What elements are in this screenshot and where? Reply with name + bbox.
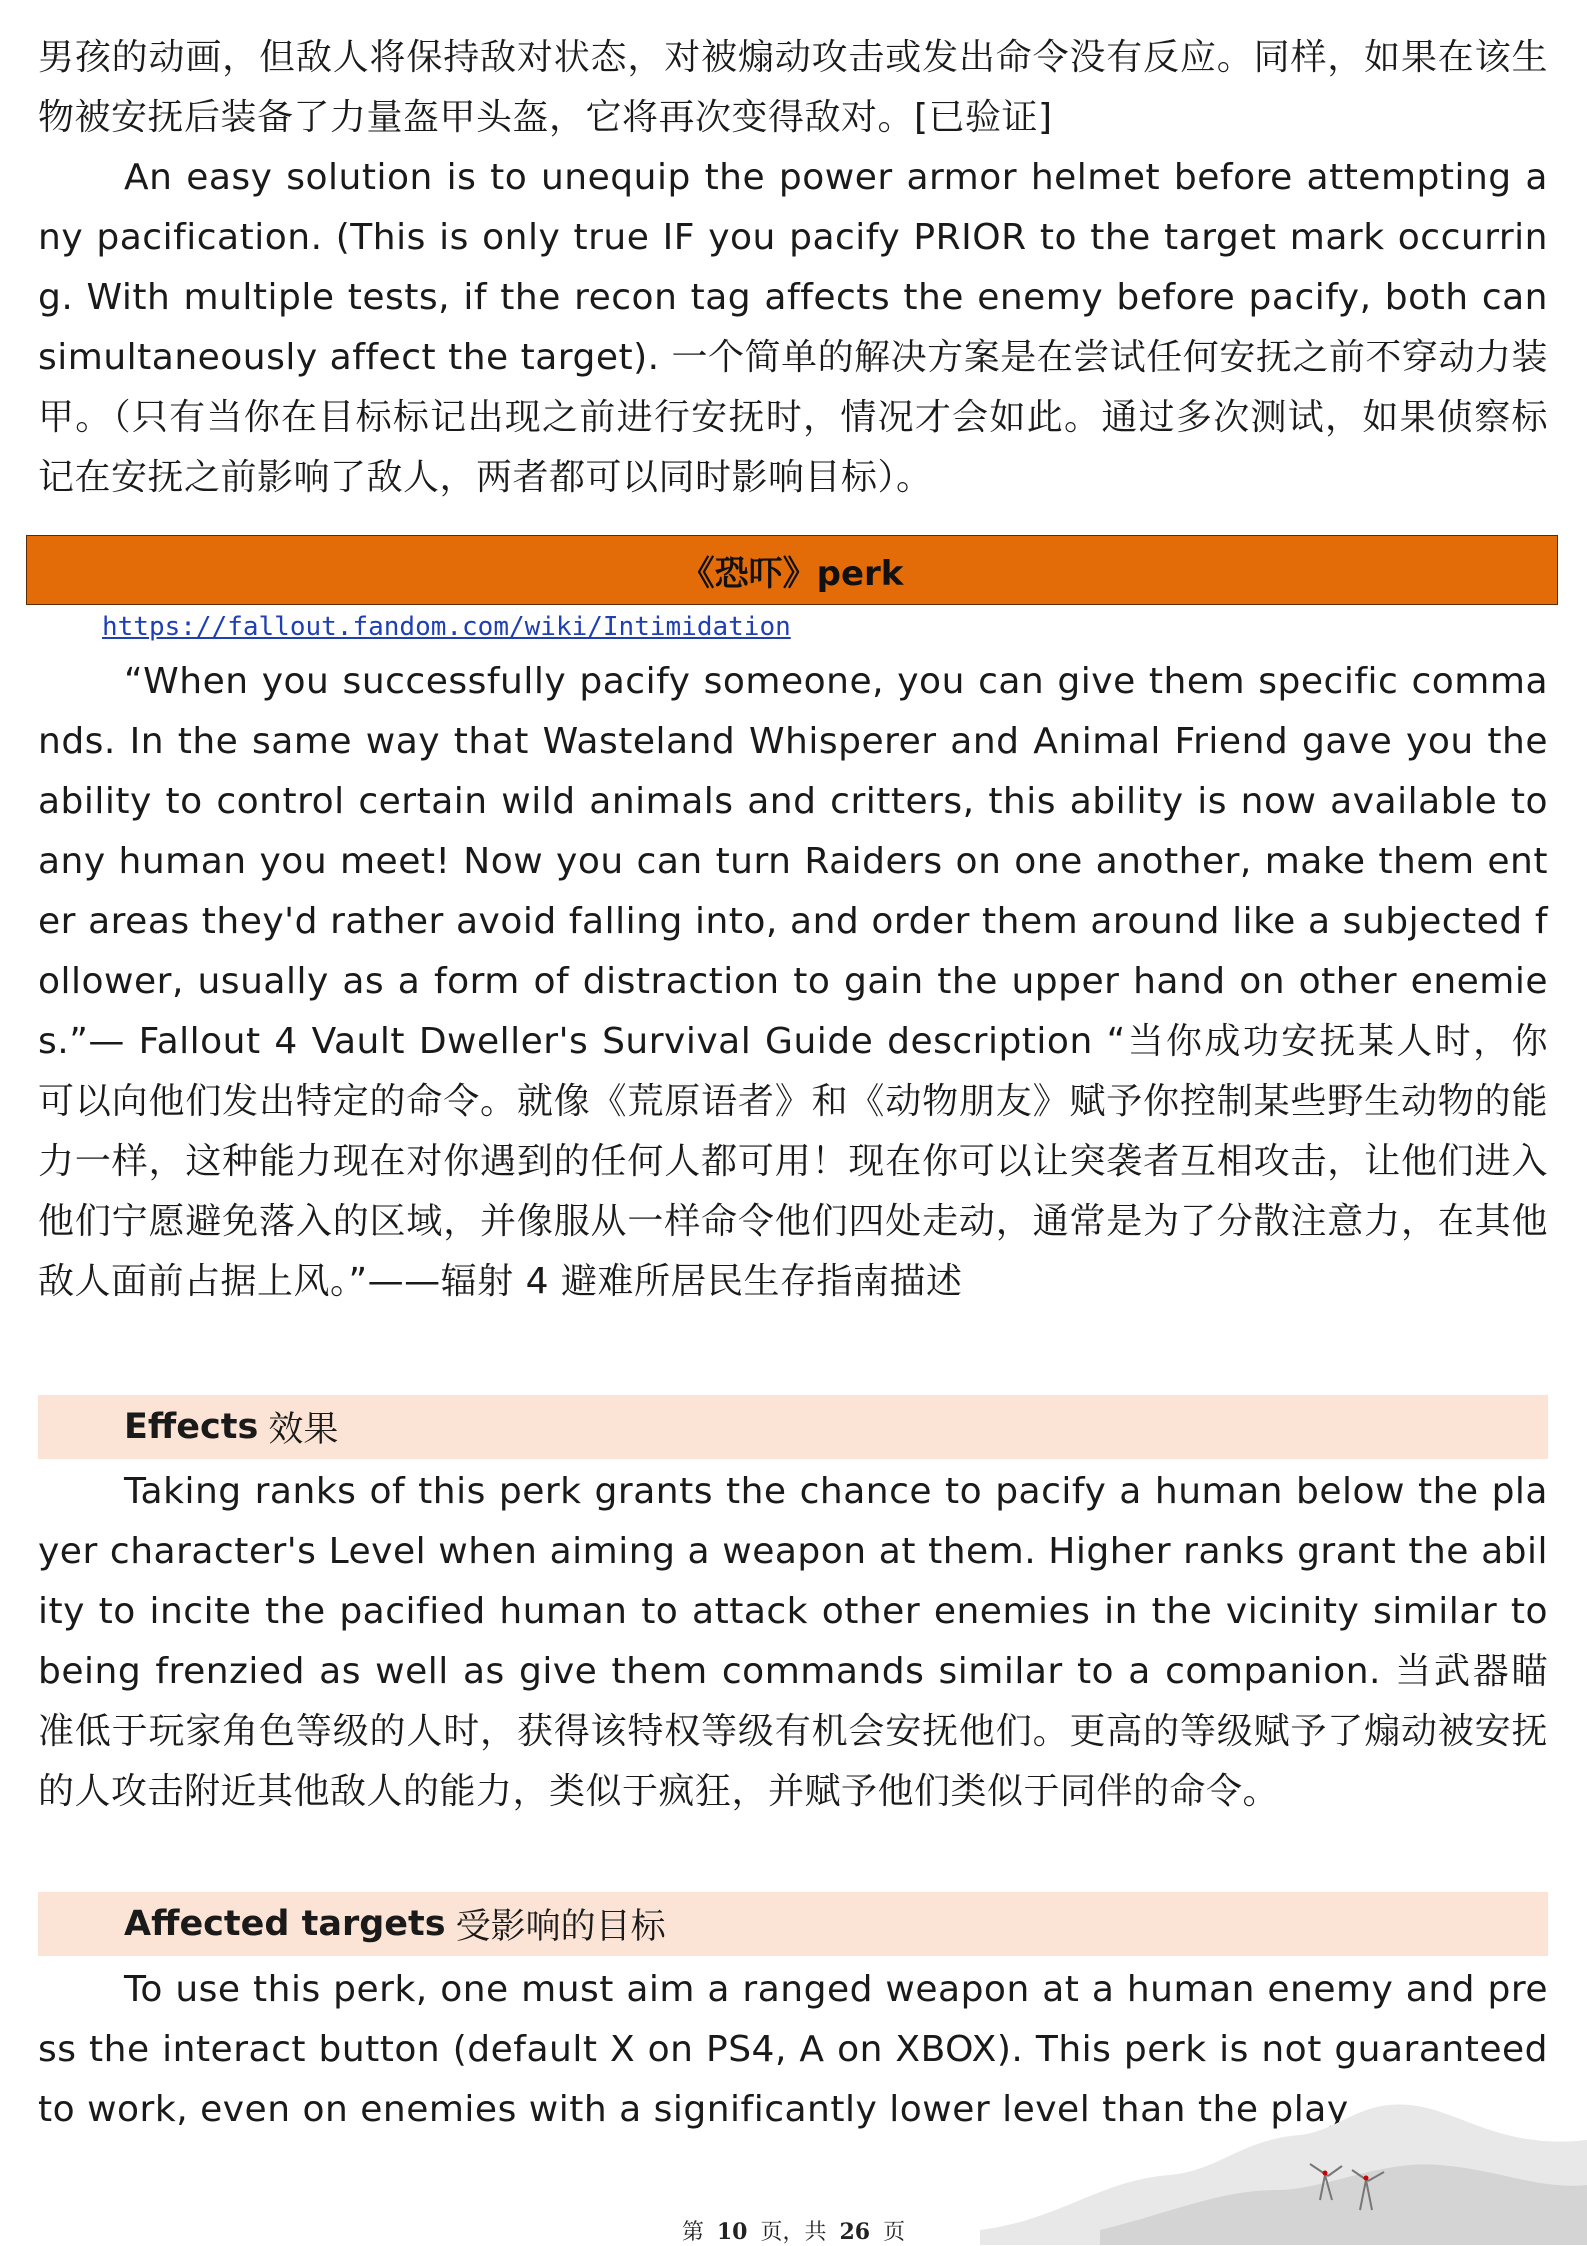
effects-heading-en: Effects	[124, 1407, 259, 1447]
page-footer	[0, 2215, 1587, 2246]
footer-suffix: 页	[883, 2220, 906, 2245]
footer-total-pages: 26	[839, 2219, 871, 2245]
affected-targets-body: To use this perk, one must aim a ranged weapon at a human enemy and press the interact button (default X on PS4, A on XBOX). This perk is not guaranteed to work, even on enemies with a significantly lower level than the play	[38, 1969, 1548, 2130]
source-link[interactable]: https://fallout.fandom.com/wiki/Intimidation	[102, 612, 791, 642]
affected-targets-heading-en: Affected targets	[124, 1904, 446, 1944]
effects-heading-zh: 效果	[268, 1410, 339, 1450]
effects-section	[38, 1462, 1548, 1822]
footer-page-number: 10	[716, 2219, 748, 2245]
section-banner	[26, 535, 1558, 605]
solution-paragraph: An easy solution is to unequip the power armor helmet before attempting any pacification. (This is only true IF you pacify PRIOR to the target mark occurring. With multiple tests, if the recon tag affects the enemy before pacify, both can simultaneously affect the target). 一个简单的解决方案是在尝试任何安抚之前不穿动力装甲。（只有当你在目标标记出现之前进行安抚时，情况才会如此。通过多次测试，如果侦察标记在安抚之前影响了敌人，两者都可以同时影响目标）。	[38, 157, 1548, 498]
intro-section	[38, 28, 1548, 508]
affected-targets-heading-zh: 受影响的目标	[455, 1907, 666, 1947]
affected-targets-heading	[38, 1892, 1548, 1956]
footer-prefix: 第	[681, 2220, 704, 2245]
footer-mid: 页，共	[760, 2220, 827, 2245]
effects-heading	[38, 1395, 1548, 1459]
effects-body: Taking ranks of this perk grants the chance to pacify a human below the player character's Level when aiming a weapon at them. Higher ranks grant the ability to incite the pacified human to attack other enemies in the vicinity similar to being frenzied as well as give them commands similar to a companion. 当武器瞄准低于玩家角色等级的人时，获得该特权等级有机会安抚他们。更高的等级赋予了煽动被安抚的人攻击附近其他敌人的能力，类似于疯狂，并赋予他们类似于同伴的命令。	[38, 1471, 1548, 1812]
quote-paragraph: “When you successfully pacify someone, you can give them specific commands. In the same way that Wasteland Whisperer and Animal Friend gave you the ability to control certain wild animals and critters, this ability is now available to any human you meet! Now you can turn Raiders on one another, make them enter areas they'd rather avoid falling into, and order them around like a subjected follower, usually as a form of distraction to gain the upper hand on other enemies.”— Fallout 4 Vault Dweller's Survival Guide description “当你成功安抚某人时，你可以向他们发出特定的命令。就像《荒原语者》和《动物朋友》赋予你控制某些野生动物的能力一样，这种能力现在对你遇到的任何人都可用！现在你可以让突袭者互相攻击，让他们进入他们宁愿避免落入的区域，并像服从一样命令他们四处走动，通常是为了分散注意力，在其他敌人面前占据上风。”——辐射 4 避难所居民生存指南描述	[38, 661, 1548, 1302]
intro-paragraph-continued: 男孩的动画，但敌人将保持敌对状态，对被煽动攻击或发出命令没有反应。同样，如果在该生物被安抚后装备了力量盔甲头盔，它将再次变得敌对。[已验证]	[38, 37, 1548, 138]
section-banner-title: 《恐吓》perk	[680, 553, 904, 594]
quote-section	[38, 652, 1548, 1312]
